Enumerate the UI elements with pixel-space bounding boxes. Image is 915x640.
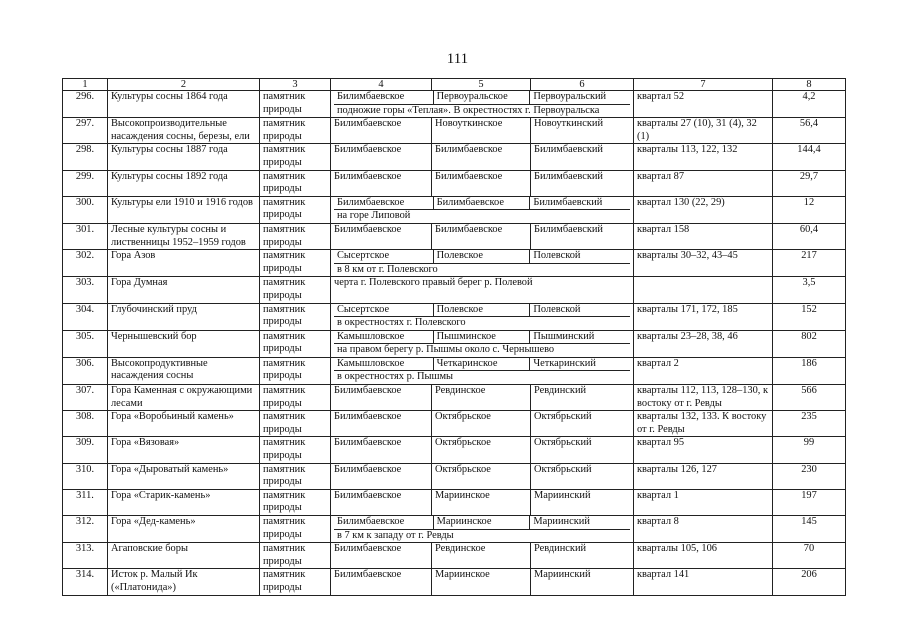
- monument-type: памятник природы: [260, 91, 331, 118]
- quarters: квартал 95: [634, 437, 773, 463]
- forestry-name: Билимбаевское: [331, 463, 432, 489]
- table-row: [63, 250, 846, 277]
- row-number: 304.: [63, 303, 108, 330]
- row-number: 314.: [63, 569, 108, 595]
- forestry-name: Билимбаевское: [331, 385, 432, 411]
- monument-type: памятник природы: [260, 118, 331, 144]
- quarters: квартал 141: [634, 569, 773, 595]
- location-subrow: [334, 516, 630, 530]
- forestry-name: Билимбаевское: [331, 411, 432, 437]
- monument-type: памятник природы: [260, 489, 331, 515]
- monument-type: памятник природы: [260, 569, 331, 595]
- area-ha: 4,2: [773, 91, 846, 118]
- subdistrict-name: Мариинский: [531, 489, 634, 515]
- row-number: 299.: [63, 170, 108, 196]
- subdistrict-name: Билимбаевский: [531, 170, 634, 196]
- location-subrow: [334, 197, 630, 211]
- quarters: кварталы 112, 113, 128–130, к востоку от г. Ревды: [634, 385, 773, 411]
- quarters: квартал 8: [634, 516, 773, 543]
- monument-type: памятник природы: [260, 144, 331, 170]
- monument-type: памятник природы: [260, 170, 331, 196]
- monument-type: памятник природы: [260, 437, 331, 463]
- area-ha: 802: [773, 330, 846, 357]
- forestry-name: Камышловское: [334, 331, 433, 345]
- forestry-name: Билимбаевское: [334, 516, 433, 530]
- monument-type: памятник природы: [260, 385, 331, 411]
- quarters: кварталы 171, 172, 185: [634, 303, 773, 330]
- quarters: кварталы 132, 133. К востоку от г. Ревды: [634, 411, 773, 437]
- subdistrict-name: Билимбаевский: [531, 144, 634, 170]
- monument-name: Гора «Дед-камень»: [108, 516, 260, 543]
- quarters: квартал 130 (22, 29): [634, 196, 773, 223]
- monument-name: Гора Думная: [108, 277, 260, 303]
- district-forestry-name: Пышминское: [433, 331, 530, 345]
- district-forestry-name: Билимбаевское: [432, 223, 531, 249]
- monument-name: Гора Азов: [108, 250, 260, 277]
- area-ha: 56,4: [773, 118, 846, 144]
- table-row: [63, 569, 846, 595]
- forestry-name: Билимбаевское: [331, 170, 432, 196]
- monument-type: памятник природы: [260, 357, 331, 384]
- subdistrict-name: Мариинский: [531, 569, 634, 595]
- monument-name: Культуры сосны 1864 года: [108, 91, 260, 118]
- monument-type: памятник природы: [260, 196, 331, 223]
- column-header-3: 3: [260, 79, 331, 91]
- column-header-6: 6: [531, 79, 634, 91]
- subdistrict-name: Пышминский: [529, 331, 630, 345]
- monument-type: памятник природы: [260, 250, 331, 277]
- monument-name: Лесные культуры сосны и лиственницы 1952–1959 годов: [108, 223, 260, 249]
- row-number: 306.: [63, 357, 108, 384]
- subdistrict-name: Мариинский: [529, 516, 630, 530]
- area-ha: 197: [773, 489, 846, 515]
- forestry-name: Билимбаевское: [331, 118, 432, 144]
- area-ha: 206: [773, 569, 846, 595]
- monument-name: Культуры сосны 1892 года: [108, 170, 260, 196]
- monument-type: памятник природы: [260, 223, 331, 249]
- subdistrict-name: Билимбаевский: [529, 197, 630, 211]
- quarters: квартал 158: [634, 223, 773, 249]
- district-forestry-name: Мариинское: [433, 516, 530, 530]
- location-cell: [331, 250, 634, 277]
- district-forestry-name: Четкаринское: [433, 358, 530, 372]
- location-subrow: [334, 250, 630, 264]
- district-forestry-name: Полевское: [433, 250, 530, 264]
- district-forestry-name: Октябрьское: [432, 411, 531, 437]
- forestry-name: Билимбаевское: [331, 223, 432, 249]
- quarters: кварталы 30–32, 43–45: [634, 250, 773, 277]
- table-row: [63, 277, 846, 303]
- column-header-5: 5: [432, 79, 531, 91]
- location-cell: [331, 357, 634, 384]
- table-row: [63, 118, 846, 144]
- table-row: [63, 144, 846, 170]
- quarters: кварталы 113, 122, 132: [634, 144, 773, 170]
- location-cell: [331, 91, 634, 118]
- monument-name: Глубочинский пруд: [108, 303, 260, 330]
- table-row: [63, 170, 846, 196]
- location-note: в 8 км от г. Полевского: [337, 263, 438, 275]
- area-ha: 12: [773, 196, 846, 223]
- location-subrow: [334, 91, 630, 105]
- subdistrict-name: Полевской: [529, 250, 630, 264]
- row-number: 308.: [63, 411, 108, 437]
- row-number: 310.: [63, 463, 108, 489]
- monument-name: Высокопроизводительные насаждения сосны, березы, ели: [108, 118, 260, 144]
- table-row: [63, 411, 846, 437]
- quarters: квартал 2: [634, 357, 773, 384]
- monument-name: Исток р. Малый Ик («Платонида»): [108, 569, 260, 595]
- location-note: на горе Липовой: [337, 210, 411, 222]
- monument-name: Гора «Воробьиный камень»: [108, 411, 260, 437]
- monument-type: памятник природы: [260, 463, 331, 489]
- area-ha: 230: [773, 463, 846, 489]
- nature-monuments-table: [62, 78, 846, 596]
- area-ha: 70: [773, 543, 846, 569]
- district-forestry-name: Новоуткинское: [432, 118, 531, 144]
- table-row: [63, 330, 846, 357]
- forestry-name: Сысертское: [334, 304, 433, 318]
- monument-type: памятник природы: [260, 543, 331, 569]
- district-forestry-name: Мариинское: [432, 489, 531, 515]
- area-ha: 152: [773, 303, 846, 330]
- location-note: в окрестностях г. Полевского: [337, 317, 466, 329]
- location-cell: [331, 196, 634, 223]
- header-row: [63, 79, 846, 91]
- row-number: 309.: [63, 437, 108, 463]
- location-note: подножие горы «Теплая». В окрестностях г. Первоуральска: [337, 104, 600, 116]
- location-cell: [331, 516, 634, 543]
- forestry-name: Билимбаевское: [331, 569, 432, 595]
- row-number: 312.: [63, 516, 108, 543]
- table-row: [63, 357, 846, 384]
- monument-name: Культуры ели 1910 и 1916 годов: [108, 196, 260, 223]
- monument-type: памятник природы: [260, 330, 331, 357]
- forestry-name: Билимбаевское: [331, 437, 432, 463]
- forestry-name: Билимбаевское: [331, 543, 432, 569]
- monument-type: памятник природы: [260, 277, 331, 303]
- quarters: квартал 52: [634, 91, 773, 118]
- subdistrict-name: Новоуткинский: [531, 118, 634, 144]
- area-ha: 235: [773, 411, 846, 437]
- forestry-name: Билимбаевское: [331, 144, 432, 170]
- table-row: [63, 463, 846, 489]
- column-header-7: 7: [634, 79, 773, 91]
- row-number: 300.: [63, 196, 108, 223]
- table-row: [63, 489, 846, 515]
- area-ha: 145: [773, 516, 846, 543]
- subdistrict-name: Полевской: [529, 304, 630, 318]
- location-cell: [331, 330, 634, 357]
- row-number: 303.: [63, 277, 108, 303]
- monument-name: Гора «Дыроватый камень»: [108, 463, 260, 489]
- area-ha: 217: [773, 250, 846, 277]
- table-row: [63, 223, 846, 249]
- quarters: квартал 1: [634, 489, 773, 515]
- area-ha: 566: [773, 385, 846, 411]
- district-forestry-name: Ревдинское: [432, 543, 531, 569]
- location-note: в окрестностях р. Пышмы: [337, 371, 454, 383]
- district-forestry-name: Первоуральское: [433, 91, 530, 105]
- row-number: 298.: [63, 144, 108, 170]
- area-ha: 144,4: [773, 144, 846, 170]
- table-row: [63, 196, 846, 223]
- location-note: черта г. Полевского правый берег р. Полевой: [331, 277, 634, 303]
- subdistrict-name: Первоуральский: [529, 91, 630, 105]
- monument-name: Высокопродуктивные насаждения сосны: [108, 357, 260, 384]
- area-ha: 29,7: [773, 170, 846, 196]
- area-ha: 99: [773, 437, 846, 463]
- monument-name: Гора «Вязовая»: [108, 437, 260, 463]
- subdistrict-name: Октябрьский: [531, 437, 634, 463]
- column-header-8: 8: [773, 79, 846, 91]
- monument-name: Культуры сосны 1887 года: [108, 144, 260, 170]
- forestry-name: Билимбаевское: [331, 489, 432, 515]
- row-number: 296.: [63, 91, 108, 118]
- row-number: 302.: [63, 250, 108, 277]
- subdistrict-name: Октябрьский: [531, 411, 634, 437]
- table-body: [63, 91, 846, 596]
- quarters: кварталы 105, 106: [634, 543, 773, 569]
- column-header-1: 1: [63, 79, 108, 91]
- table-row: [63, 385, 846, 411]
- subdistrict-name: Ревдинский: [531, 543, 634, 569]
- location-cell: [331, 303, 634, 330]
- subdistrict-name: Четкаринский: [529, 358, 630, 372]
- forestry-name: Билимбаевское: [334, 197, 433, 211]
- area-ha: 3,5: [773, 277, 846, 303]
- location-note: на правом берегу р. Пышмы около с. Чернышево: [337, 344, 555, 356]
- monument-type: памятник природы: [260, 411, 331, 437]
- district-forestry-name: Билимбаевское: [432, 144, 531, 170]
- table-row: [63, 543, 846, 569]
- table-row: [63, 303, 846, 330]
- district-forestry-name: Мариинское: [432, 569, 531, 595]
- district-forestry-name: Билимбаевское: [433, 197, 530, 211]
- monument-name: Гора Каменная с окружающими лесами: [108, 385, 260, 411]
- quarters: [634, 277, 773, 303]
- subdistrict-name: Билимбаевский: [531, 223, 634, 249]
- table-row: [63, 516, 846, 543]
- forestry-name: Билимбаевское: [334, 91, 433, 105]
- quarters: кварталы 126, 127: [634, 463, 773, 489]
- district-forestry-name: Билимбаевское: [432, 170, 531, 196]
- monument-name: Чернышевский бор: [108, 330, 260, 357]
- area-ha: 186: [773, 357, 846, 384]
- location-subrow: [334, 358, 630, 372]
- page-number: 111: [446, 51, 469, 67]
- quarters: кварталы 27 (10), 31 (4), 32 (1): [634, 118, 773, 144]
- row-number: 307.: [63, 385, 108, 411]
- row-number: 311.: [63, 489, 108, 515]
- monument-name: Агаповские боры: [108, 543, 260, 569]
- row-number: 305.: [63, 330, 108, 357]
- subdistrict-name: Октябрьский: [531, 463, 634, 489]
- table-row: [63, 437, 846, 463]
- table-row: [63, 91, 846, 118]
- row-number: 313.: [63, 543, 108, 569]
- area-ha: 60,4: [773, 223, 846, 249]
- column-header-2: 2: [108, 79, 260, 91]
- monument-type: памятник природы: [260, 516, 331, 543]
- location-note: в 7 км к западу от г. Ревды: [337, 529, 454, 541]
- location-subrow: [334, 331, 630, 345]
- monument-type: памятник природы: [260, 303, 331, 330]
- forestry-name: Сысертское: [334, 250, 433, 264]
- subdistrict-name: Ревдинский: [531, 385, 634, 411]
- district-forestry-name: Октябрьское: [432, 463, 531, 489]
- forestry-name: Камышловское: [334, 358, 433, 372]
- district-forestry-name: Ревдинское: [432, 385, 531, 411]
- quarters: кварталы 23–28, 38, 46: [634, 330, 773, 357]
- monument-name: Гора «Старик-камень»: [108, 489, 260, 515]
- row-number: 297.: [63, 118, 108, 144]
- district-forestry-name: Полевское: [433, 304, 530, 318]
- district-forestry-name: Октябрьское: [432, 437, 531, 463]
- row-number: 301.: [63, 223, 108, 249]
- quarters: квартал 87: [634, 170, 773, 196]
- column-header-4: 4: [331, 79, 432, 91]
- location-subrow: [334, 304, 630, 318]
